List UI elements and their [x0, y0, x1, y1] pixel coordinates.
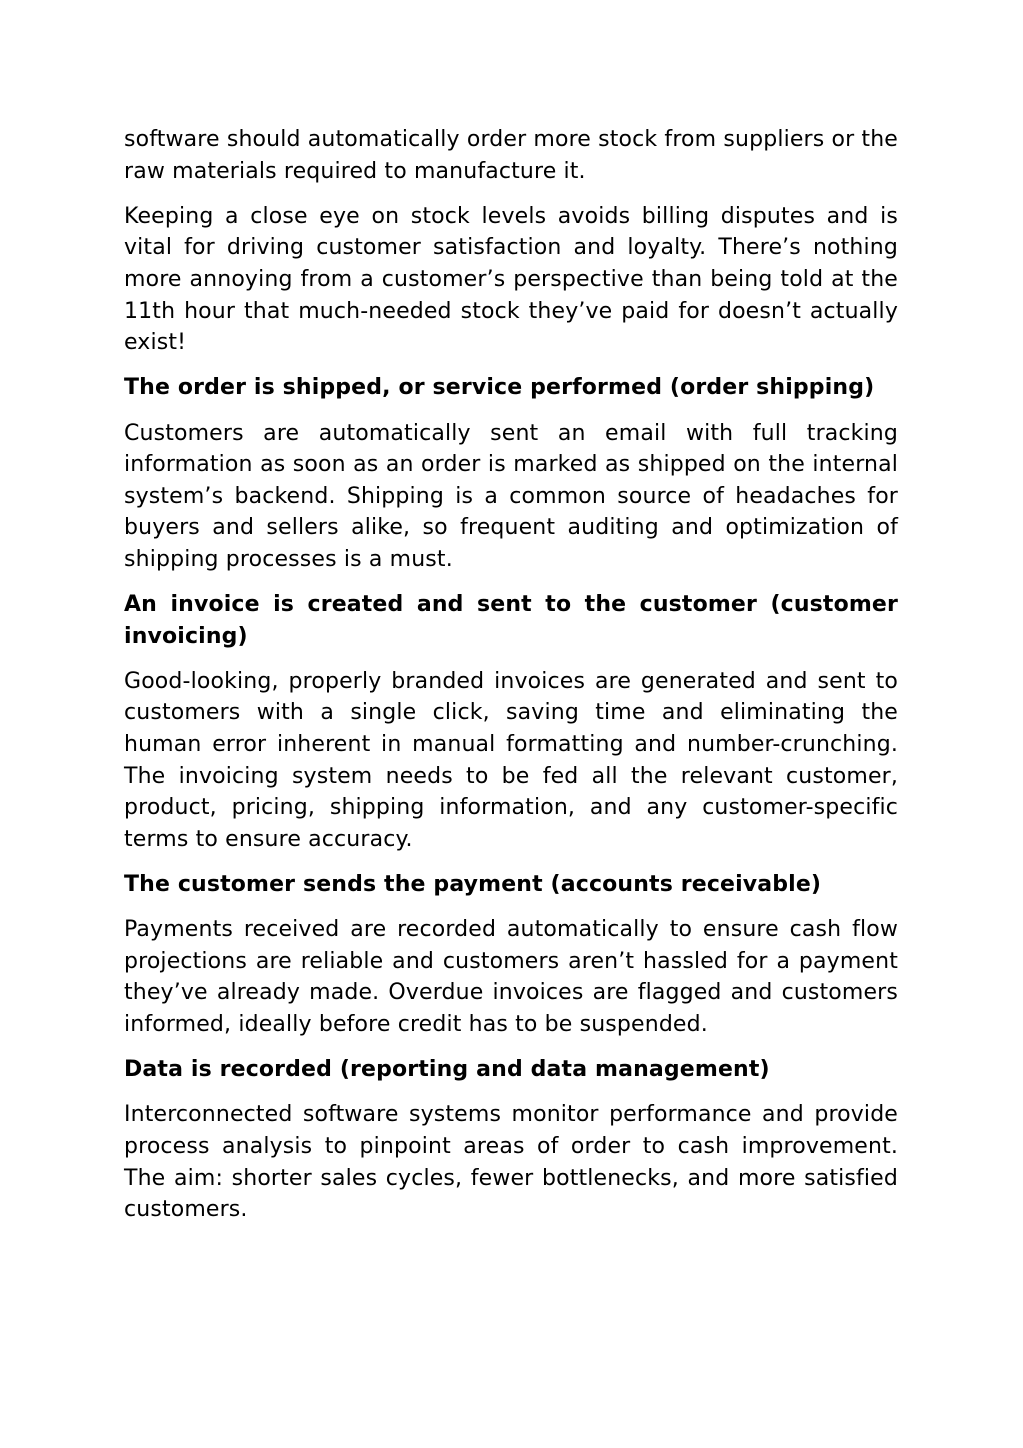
section-body-reporting: Interconnected software systems monitor performance and provide process analysis to pinpoint areas of order to cash improvement. The aim: shorter sales cycles, fewer bottlenecks, and more satisfied customers. [124, 1102, 898, 1223]
section-body-accounts-receivable: Payments received are recorded automatically to ensure cash flow projections are reliable and customers aren’t hassled for a payment they’ve already made. Overdue invoices are flagged and customers informed, ideally before credit has to be suspended. [124, 917, 898, 1037]
section-body-customer-invoicing: Good-looking, properly branded invoices are generated and sent to customers with a single click, saving time and eliminating the human error inherent in manual formatting and number-crunching. The invoicing system needs to be fed all the relevant customer, product, pricing, shipping information, and any customer-specific terms to ensure accuracy. [124, 668, 898, 852]
section-heading-order-shipping: The order is shipped, or service performed (order shipping) [124, 375, 875, 401]
intro-paragraph-stock-ordering: software should automatically order more stock from suppliers or the raw materials required to manufacture it. [124, 127, 898, 184]
section-heading-reporting: Data is recorded (reporting and data management) [124, 1057, 770, 1083]
section-heading-accounts-receivable: The customer sends the payment (accounts receivable) [124, 872, 822, 898]
intro-paragraph-stock-levels: Keeping a close eye on stock levels avoids billing disputes and is vital for driving customer satisfaction and loyalty. There’s nothing more annoying from a customer’s perspective than being told at the 11th hour that much-needed stock they’ve paid for doesn’t actually exist! [124, 203, 898, 356]
section-body-order-shipping: Customers are automatically sent an email with full tracking information as soon as an order is marked as shipped on the internal system’s backend. Shipping is a common source of headaches for buyers and sellers alike, so frequent auditing and optimization of shipping processes is a must. [124, 420, 898, 572]
section-heading-customer-invoicing: An invoice is created and sent to the customer (customer invoicing) [124, 592, 898, 649]
document-page [124, 124, 898, 1239]
